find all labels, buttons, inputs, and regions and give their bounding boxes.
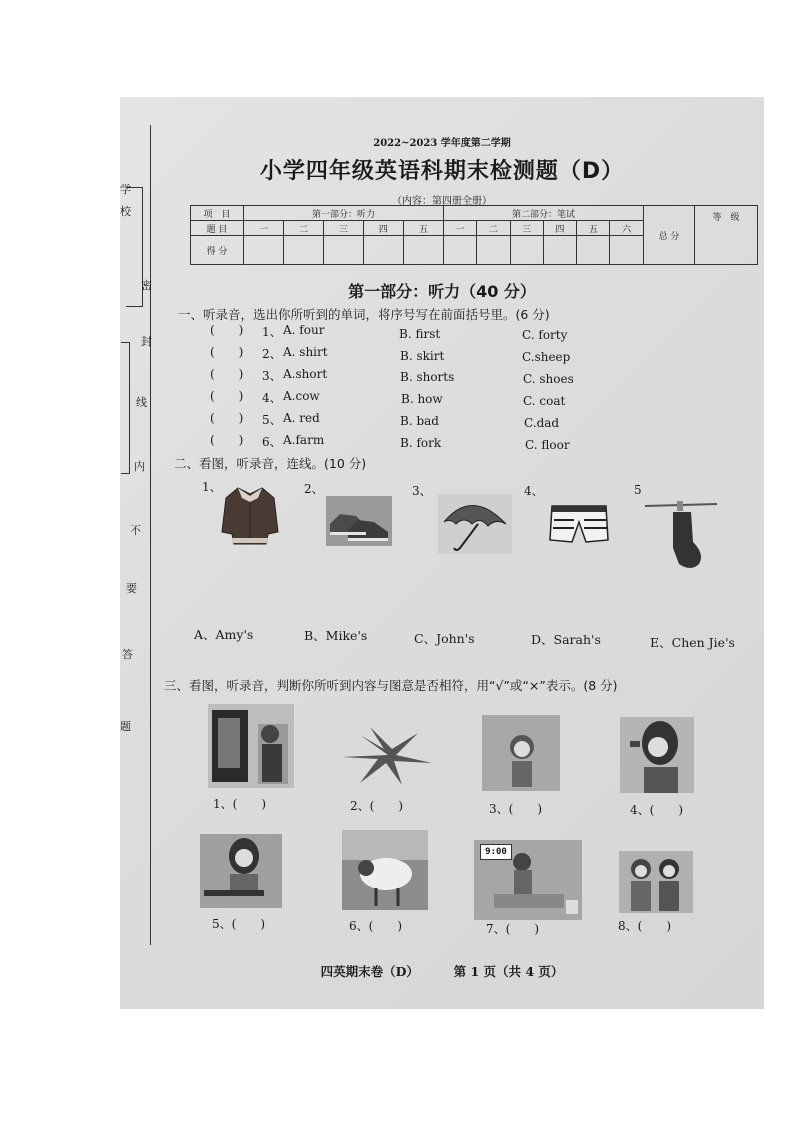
starfish-photo [340, 727, 436, 787]
children-photo [619, 851, 693, 913]
sheep-photo [342, 830, 428, 910]
seal-char: 线 [136, 396, 147, 409]
table-cell: 四 [543, 221, 576, 236]
table-cell: 五 [577, 221, 610, 236]
option-c: C. coat [523, 394, 566, 408]
table-cell: 项 目 [191, 206, 244, 221]
seal-char: 题 [120, 720, 131, 733]
score-field[interactable] [543, 236, 576, 265]
seal-char: 答 [122, 648, 133, 661]
section3-instruction: 三、看图，听录音，判断你所听到内容与图意是否相符，用“√”或“×”表示。(8 分) [164, 678, 618, 693]
answer-label[interactable]: 1、( ) [213, 797, 266, 811]
table-cell: 题 目 [191, 221, 244, 236]
footer-exam-name: 四英期末卷（D） [320, 964, 419, 979]
score-field[interactable] [443, 236, 476, 265]
option-c: C.sheep [522, 350, 571, 364]
seal-line [150, 125, 151, 945]
girl-photo [620, 717, 694, 793]
option-c: C. floor [525, 438, 570, 452]
owner-label: C、John's [414, 631, 475, 646]
answer-bracket[interactable]: ( ) [210, 389, 244, 403]
rain-girl-photo [482, 715, 560, 791]
seal-char: 校 [120, 205, 131, 218]
table-cell: 五 [403, 221, 443, 236]
option-a: A.cow [283, 389, 320, 403]
answer-label[interactable]: 2、( ) [350, 799, 403, 813]
shoes-icon [326, 496, 392, 546]
score-field[interactable] [244, 236, 284, 265]
table-cell: 得 分 [191, 236, 244, 265]
score-table [190, 205, 758, 265]
option-a: A. four [283, 323, 325, 337]
option-b: B. shorts [400, 370, 455, 384]
clock-boy-photo [474, 840, 582, 920]
item-number: 5、 [262, 413, 282, 427]
exam-paper [120, 97, 764, 1009]
table-cell: 一 [443, 221, 476, 236]
seal-char: 内 [134, 460, 145, 473]
picture-number: 2、 [304, 482, 324, 496]
table-cell: 第二部分：笔试 [443, 206, 643, 221]
side-box [121, 342, 130, 474]
table-cell: 二 [283, 221, 323, 236]
table-cell: 三 [323, 221, 363, 236]
option-c: C. forty [522, 328, 568, 342]
content-scope: （内容：第四册全册） [392, 196, 492, 207]
option-c: C.dad [524, 416, 560, 430]
clock-display: 9:00 [480, 844, 512, 860]
umbrella-icon [438, 494, 512, 554]
seal-char: 学 [120, 183, 131, 196]
score-field[interactable] [323, 236, 363, 265]
item-number: 3、 [262, 369, 282, 383]
picture-number: 1、 [202, 480, 222, 494]
answer-bracket[interactable]: ( ) [210, 323, 244, 337]
answer-label[interactable]: 8、( ) [618, 919, 671, 933]
boy-figure [474, 840, 582, 920]
option-a: A. shirt [283, 345, 328, 359]
item-number: 4、 [262, 391, 282, 405]
table-cell: 六 [610, 221, 644, 236]
part-heading: 第一部分：听力（40 分） [348, 282, 536, 301]
option-b: B. how [401, 392, 443, 406]
score-field[interactable] [283, 236, 323, 265]
table-cell: 四 [363, 221, 403, 236]
sock-icon [643, 498, 719, 574]
score-field[interactable] [510, 236, 543, 265]
option-b: B. fork [400, 436, 442, 450]
answer-label[interactable]: 3、( ) [489, 802, 542, 816]
seal-char: 封 [141, 335, 152, 348]
owner-label: E、Chen Jie's [650, 635, 735, 650]
table-cell: 总 分 [644, 206, 695, 265]
answer-bracket[interactable]: ( ) [210, 367, 244, 381]
score-field[interactable] [363, 236, 403, 265]
coat-icon [220, 484, 280, 546]
seal-char: 要 [126, 582, 137, 595]
item-number: 6、 [262, 435, 282, 449]
option-c: C. shoes [523, 372, 574, 386]
option-a: A.farm [283, 433, 325, 447]
answer-bracket[interactable]: ( ) [210, 345, 244, 359]
answer-label[interactable]: 5、( ) [212, 917, 265, 931]
owner-label: B、Mike's [304, 628, 368, 643]
score-field[interactable] [477, 236, 510, 265]
picture-number: 5 [634, 483, 642, 497]
answer-bracket[interactable]: ( ) [210, 433, 244, 447]
semester-line: 2022~2023 学年度第二学期 [373, 138, 511, 149]
answer-label[interactable]: 7、( ) [486, 922, 539, 936]
picture-number: 3、 [412, 484, 432, 498]
score-field[interactable] [610, 236, 644, 265]
option-b: B. bad [400, 414, 439, 428]
owner-label: A、Amy's [194, 627, 254, 642]
shorts-icon [548, 502, 610, 544]
answer-bracket[interactable]: ( ) [210, 411, 244, 425]
score-field[interactable] [403, 236, 443, 265]
page-footer [120, 962, 764, 980]
table-cell: 三 [510, 221, 543, 236]
ironing-photo [200, 834, 282, 908]
seal-char: 密 [141, 279, 152, 292]
page-title: 小学四年级英语科期末检测题（D） [259, 159, 625, 184]
score-field[interactable] [577, 236, 610, 265]
table-cell: 等 级 [695, 206, 758, 265]
option-b: B. skirt [400, 349, 445, 363]
owner-label: D、Sarah's [531, 632, 601, 647]
table-cell: 二 [477, 221, 510, 236]
table-cell: 第一部分：听力 [244, 206, 444, 221]
picture-number: 4、 [524, 484, 544, 498]
option-a: A. red [283, 411, 320, 425]
option-b: B. first [399, 327, 441, 341]
table-cell: 一 [244, 221, 284, 236]
answer-label[interactable]: 6、( ) [349, 919, 402, 933]
answer-label[interactable]: 4、( ) [630, 803, 683, 817]
wardrobe-photo [208, 704, 294, 788]
item-number: 1、 [262, 325, 282, 339]
item-number: 2、 [262, 347, 282, 361]
footer-page-number: 第 1 页（共 4 页） [453, 964, 564, 979]
seal-char: 不 [130, 524, 141, 537]
option-a: A.short [283, 367, 328, 381]
section1-instruction: 一、听录音，选出你所听到的单词，将序号写在前面括号里。(6 分) [178, 307, 550, 322]
section2-instruction: 二、看图，听录音，连线。(10 分) [174, 456, 367, 471]
